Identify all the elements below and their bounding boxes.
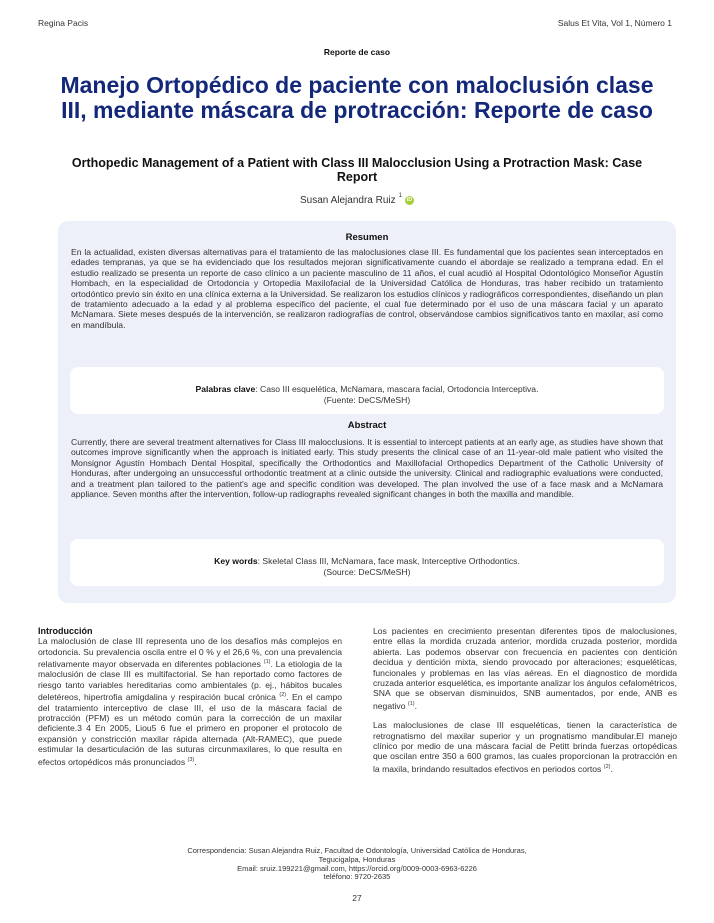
citation-ref: (1) <box>263 659 271 666</box>
author-name: Susan Alejandra Ruiz <box>300 195 396 206</box>
correspondence-footer <box>60 847 654 882</box>
article-subtitle-english: Orthopedic Management of a Patient with Class III Malocclusion Using a Protraction Mask: Case Report <box>71 156 643 184</box>
citation-ref: (1) <box>407 700 415 707</box>
abstract-keywords-box <box>70 539 664 586</box>
abstract-text: Currently, there are several treatment alternatives for Class III malocclusions. It is essential to intercept patients at an early age, as studies have shown that outcomes improve significantly when the approach is initiated early. This study presents the clinical case of an 11-year-old male patient who visited the Monsignor Agustín Hombach Dental Hospital, specifically the Orthodontics and Maxillofacial Orthopedics Department of the Catholic University of Honduras, after undergoing an unsuccessful orthodontic treatment at a clinic outside the university. Clinical and radiographic evaluations were conducted, and a treatment plan tailored to the patient's age and specific condition was developed. The plan involved the use of a face mask and a McNamara appliance. Seven months after the intervention, follow-up radiographs revealed significant changes in both the maxilla and mandible. <box>71 437 663 500</box>
correspondence-location: Tegucigalpa, Honduras <box>318 854 396 864</box>
key-words-source: (Source: DeCS/MeSH) <box>323 566 411 577</box>
resumen-text: En la actualidad, existen diversas alternativas para el tratamiento de las maloclusiones clase III. Es fundamental que los pacientes sean interceptados en edades tempranas, ya que se ha evidenciado que los resultados mejoran significativamente cuando el abordaje se realizado a temprana edad. En el estudio realizado se presenta un reporte de caso clínico a un paciente masculino de 11 años, el cual acudió al Hospital Odontológico Monseñor Agustín Hombach, en la especialidad de Ortodoncia y Ortopedia Maxilofacial de la Universidad Católica de Honduras, tras haber recibido un tratamiento ortodóntico previo sin éxito en una clínica externa a la Universidad. Se realizaron los estudios clínicos y radiográficos correspondientes, diseñando un plan de tratamiento adecuado a la edad y al problema específico del paciente, el cual fue determinado por el uso de una máscara facial y un aparato McNamara. Siete meses después de la intervención, se realizaron radiografías de control, observándose cambios significativos tanto en maxilar, así como en mandíbula. <box>71 247 663 330</box>
keywords-label: Palabras clave <box>195 384 256 394</box>
keywords-source: (Fuente: DeCS/MeSH) <box>323 394 411 405</box>
intro-paragraph: La maloclusión de clase III representa uno de los desafíos más complejos en ortodoncia. Su prevalencia oscila entre el 0 % y el 26,6 %, con una prevalencia relativamente mayor observada en diferentes poblaciones $^{(1)}$. La etiologia de la maloclusión de clase III es multifactorial. Se han reportado como factores de riesgo tanto variables hereditarias como ambientales (p. ej., hábitos bucales deletéreos, hipertrofia amigdalina y respiración bucal crónica $^{(2)}$. En el campo del tratamiento interceptivo de clase III, el uso de la máscara facial de protracción (PFM) es un método común para la corrección de un maxilar deficiente.3 4 En 2005, Liou5 6 fue el primero en proponer el protocolo de expansión y constricción maxilar rápida alternada (Alt-RAMEC), que puede estimular la desarticulación de las suturas circunmaxilares, lo que resulta en efectos ortopédicos más pronunciados $^{(3)}$. <box>38 636 343 767</box>
orcid-icon[interactable]: iD <box>406 196 413 203</box>
article-title: Manejo Ortopédico de paciente con maloclusión clase III, mediante máscara de protracción: Reporte de caso <box>60 72 654 123</box>
body-column-left <box>38 626 342 776</box>
resumen-heading: Resumen <box>345 232 389 243</box>
body-column-right <box>373 626 677 783</box>
key-words-label: Key words <box>214 556 258 566</box>
citation-ref: (2) <box>603 763 611 770</box>
article-type-label: Reporte de caso <box>323 47 391 57</box>
correspondence-email[interactable]: Email: sruiz.199221@gmail.com, https://orcid.org/0009-0003-6963-6226 <box>237 863 477 873</box>
citation-ref: (2) <box>279 692 287 699</box>
correspondence-line: Correspondencia: Susan Alejandra Ruiz, Facultad de Odontología, Universidad Católica de Honduras, <box>187 846 527 855</box>
page-number: 27 <box>352 893 362 903</box>
affiliation-mark: 1 <box>398 193 402 199</box>
body-paragraph: Los pacientes en crecimiento presentan diferentes tipos de maloclusiones, entre ellas la mordida cruzada anterior, mordida cruzada posterior, mordida abierta. Las podemos observar con frecuencia en pacientes con dentición decidua y dentición mixta, siendo provocado por alteraciones; esqueléticas, funcionales y problemas en las vías aéreas. En el diagnostico de mordida cruzada anterior esquelética, es importante analizar los ángulos cefalométricos, SNA que se observan disminuidos, SNB aumentados, por ende, ANB es negativo $^{(1)}$. <box>373 626 677 711</box>
correspondence-phone: teléfono: 9720-2635 <box>323 872 391 882</box>
body-paragraph: Las maloclusiones de clase III esqueléticas, tienen la característica de retrognatismo del maxilar superior y un prognatismo mandibular.El manejo clínico por medio de una máscara facial de Petitt brinda fuerzas ortopédicas que oscilan entre 350 a 600 gramos, las cuales proporcionan la protracción en la maxila, brindando resultados efectivos en periodos cortos $^{(2)}$. <box>373 720 677 774</box>
journal-volume-info: Salus Et Vita, Vol 1, Número 1 <box>557 18 672 28</box>
intro-heading: Introducción <box>38 626 93 636</box>
journal-short-name: Regina Pacis <box>38 18 89 28</box>
abstract-panel <box>58 221 676 603</box>
keywords-list: : Caso III esquelética, McNamara, mascara facial, Ortodoncia Interceptiva. <box>255 384 539 394</box>
abstract-heading: Abstract <box>347 420 387 431</box>
key-words-list: : Skeletal Class III, McNamara, face mask, Interceptive Orthodontics. <box>257 556 520 566</box>
citation-ref: (3) <box>187 756 195 763</box>
resumen-keywords-box <box>70 367 664 414</box>
author-line <box>0 195 714 206</box>
